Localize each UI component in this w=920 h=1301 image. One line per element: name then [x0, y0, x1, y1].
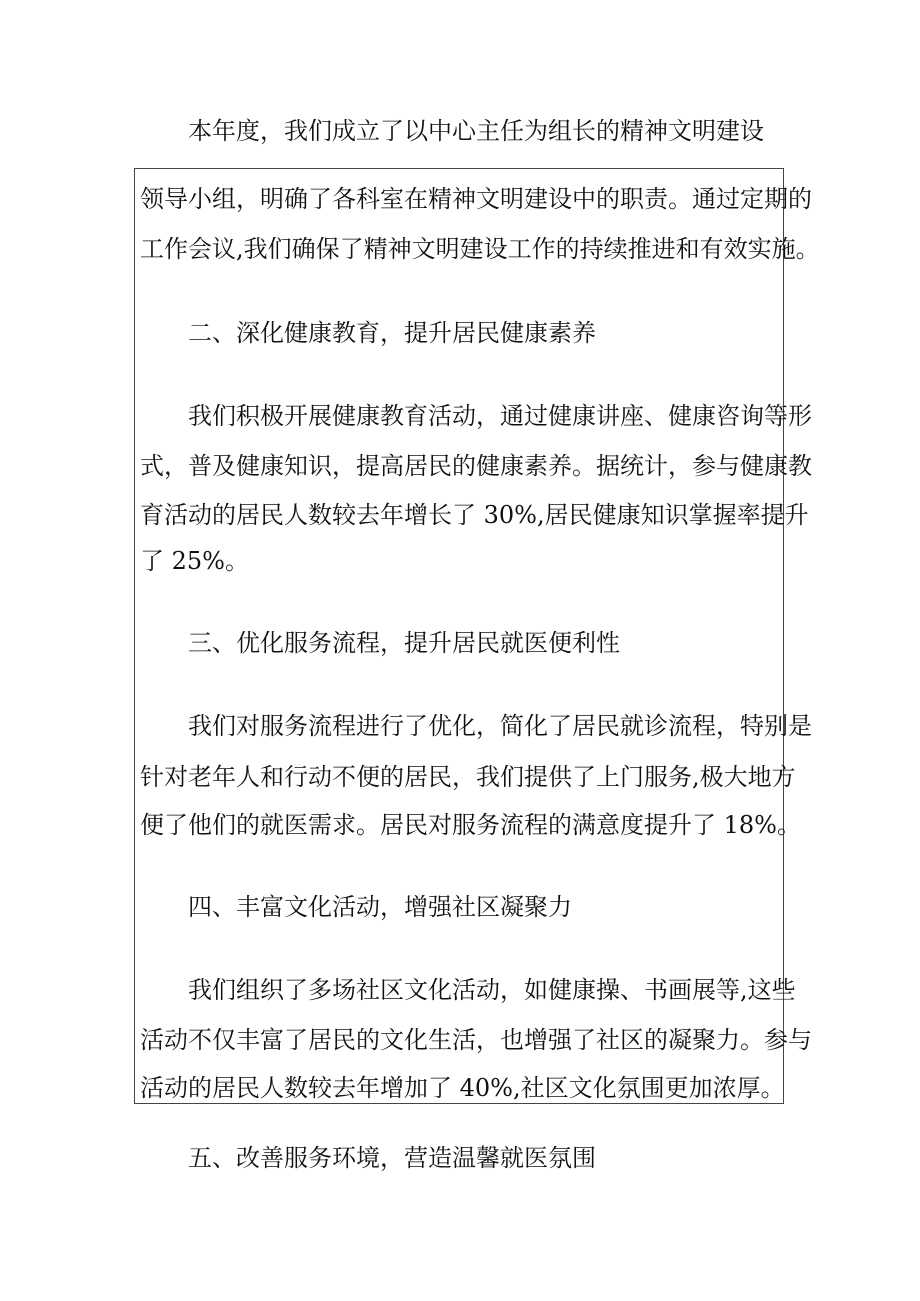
section-3-line-3: 便了他们的就医需求。居民对服务流程的满意度提升了 18%。 [140, 811, 801, 839]
section-2-heading: 二、深化健康教育，提升居民健康素养 [188, 319, 596, 347]
section-2-line-4: 了 25%。 [140, 547, 249, 575]
section-2-line-3: 育活动的居民人数较去年增长了 30%,居民健康知识掌握率提升 [140, 501, 809, 529]
section-2-line-1: 我们积极开展健康教育活动，通过健康讲座、健康咨询等形 [188, 402, 812, 430]
section-2-line-2: 式，普及健康知识，提高居民的健康素养。据统计，参与健康教 [140, 452, 812, 480]
section-4-line-3: 活动的居民人数较去年增加了 40%,社区文化氛围更加浓厚。 [140, 1074, 785, 1102]
section-3-heading: 三、优化服务流程，提升居民就医便利性 [188, 629, 620, 657]
intro-cont-line-2: 工作会议,我们确保了精神文明建设工作的持续推进和有效实施。 [140, 235, 820, 263]
intro-cont-line-1: 领导小组，明确了各科室在精神文明建设中的职责。通过定期的 [140, 185, 812, 213]
section-3-line-2: 针对老年人和行动不便的居民，我们提供了上门服务,极大地方 [140, 763, 796, 791]
section-4-line-1: 我们组织了多场社区文化活动，如健康操、书画展等,这些 [188, 976, 796, 1004]
section-5-heading: 五、改善服务环境，营造温馨就医氛围 [188, 1144, 596, 1172]
section-4-line-2: 活动不仅丰富了居民的文化生活，也增强了社区的凝聚力。参与 [140, 1026, 812, 1054]
section-4-heading: 四、丰富文化活动，增强社区凝聚力 [188, 893, 572, 921]
intro-line: 本年度，我们成立了以中心主任为组长的精神文明建设 [188, 117, 764, 145]
section-3-line-1: 我们对服务流程进行了优化，简化了居民就诊流程，特别是 [188, 712, 812, 740]
